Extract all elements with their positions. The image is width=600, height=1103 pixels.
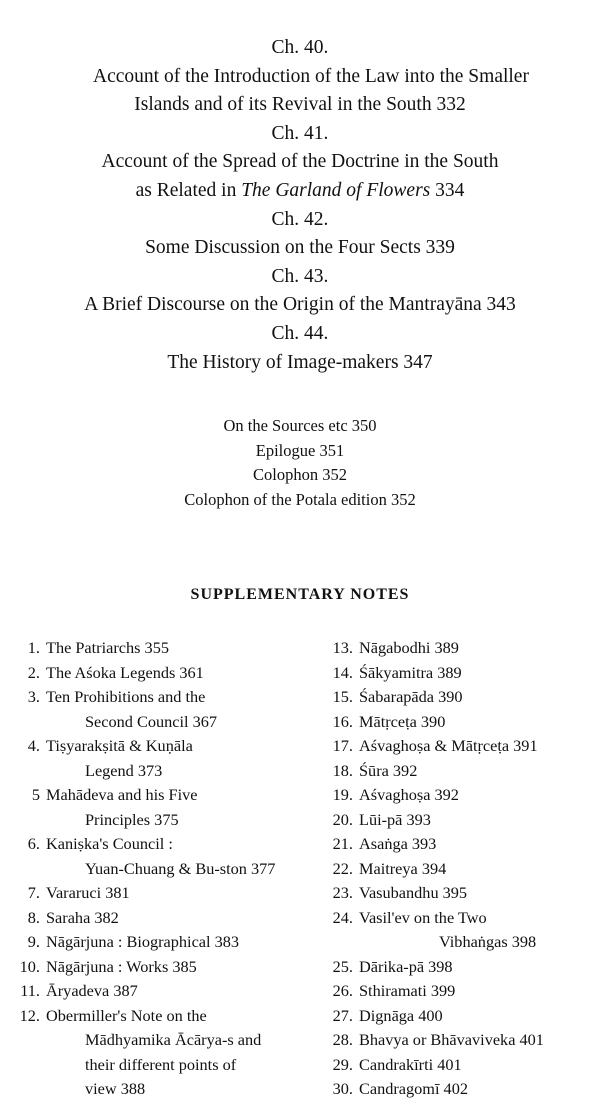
note-number: 13. [332,638,353,657]
note-text [359,1028,600,1053]
note-title: Lūi-pā 393 [359,809,431,829]
note-entry [317,734,600,759]
note-number: 6. [27,834,40,853]
note-continuation: Mādhyamika Ācārya-s and [85,1030,262,1049]
note-entry [13,783,311,832]
note-title: Vararuci 381 [46,883,130,902]
note-number: 24. [332,907,353,927]
note-title: Candragomī 402 [359,1079,468,1098]
note-title: Saraha 382 [46,907,119,927]
supplementary-notes-title: SUPPLEMENTARY NOTES [190,586,410,603]
note-number: 18. [332,760,353,780]
note-title: Mātṛceṭa 390 [359,711,446,731]
note-title: Dignāga 400 [359,1005,443,1025]
note-entry [317,710,600,735]
note-text [359,808,600,833]
chapter-heading: Ch. 40. [271,37,329,58]
note-number: 30. [332,1079,353,1098]
chapter-heading: Ch. 42. [271,208,329,230]
note-text [359,685,600,710]
note-text [359,1053,600,1078]
note-entry [317,1004,600,1029]
chapter-title-line [0,177,600,206]
notes-column-right [317,636,600,1102]
note-text [359,783,600,808]
note-title: Śākyamitra 389 [359,662,462,682]
note-title: Sthiramati 399 [359,981,456,1000]
note-text [46,832,311,881]
note-text [359,979,600,1004]
note-entry [13,955,311,980]
title-text: as Related in [135,179,242,201]
note-text [359,759,600,784]
note-text [359,1077,600,1102]
chapter-title-line: Islands and of its Revival in the South 332 [134,94,466,116]
note-title: Asaṅga 393 [359,834,437,853]
page-number: 334 [430,179,465,201]
note-entry [13,661,311,686]
note-title: The Aśoka Legends 361 [46,662,204,682]
note-continuation: Vibhaṅgas 398 [439,932,537,951]
note-title: Ten Prohibitions and the [46,687,206,706]
note-entry [13,636,311,661]
note-title: Vasubandhu 395 [359,883,468,902]
closing-entries [0,414,600,512]
note-text [46,930,311,955]
note-number: 10. [19,956,40,976]
note-entry [13,930,311,955]
note-entry [317,636,600,661]
chapter-title-line: The History of Image-makers 347 [167,351,433,373]
note-entry [317,661,600,686]
note-title: Obermiller's Note on the [46,1005,207,1025]
note-number: 2. [27,662,40,682]
note-continuation: view 388 [85,1079,146,1098]
note-text [359,906,600,955]
note-title: Mahādeva and his Five [46,785,198,804]
note-number: 1. [27,638,40,657]
note-title: Bhavya or Bhāvaviveka 401 [359,1030,544,1049]
note-entry [13,734,311,783]
note-entry [317,906,600,955]
note-number: 29. [332,1054,353,1074]
note-number: 16. [332,711,353,731]
note-entry [13,832,311,881]
note-text [46,881,311,906]
note-text [359,710,600,735]
note-number: 20. [332,809,353,829]
note-title: Śūra 392 [359,760,418,780]
note-title: Nāgabodhi 389 [359,638,459,657]
chapter-heading: Ch. 44. [271,322,329,344]
note-text [359,661,600,686]
note-entry [13,1004,311,1102]
note-text [359,832,600,857]
book-title: The Garland of Flowers [241,179,431,201]
note-number: 19. [332,785,353,804]
note-number: 25. [332,956,353,976]
note-text [46,685,311,734]
note-text [46,661,311,686]
note-entry [13,881,311,906]
note-title: Kaniṣka's Council : [46,834,173,853]
note-text [46,1004,311,1102]
note-number: 22. [332,858,353,878]
note-number: 5 [31,785,40,804]
closing-entry: Epilogue 351 [255,440,345,460]
note-number: 17. [332,736,353,755]
note-entry [317,979,600,1004]
chapter-heading: Ch. 41. [271,122,329,144]
note-entry [13,979,311,1004]
chapter-heading: Ch. 43. [271,265,329,287]
note-title: Vasil'ev on the Two [359,907,487,927]
note-entry [317,1028,600,1053]
note-continuation: Yuan-Chuang & Bu-ston 377 [85,858,276,878]
note-number: 12. [19,1005,40,1025]
note-number: 21. [332,834,353,853]
closing-entry: Colophon 352 [253,465,347,484]
closing-entry: On the Sources etc 350 [223,416,377,435]
note-title: Tiṣyarakṣitā & Kuṇāla [46,736,193,755]
note-number: 11. [20,981,40,1000]
note-text [46,734,311,783]
notes-column-left [13,636,311,1102]
note-number: 23. [332,883,353,902]
note-entry [317,1077,600,1102]
note-entry [317,685,600,710]
note-text [46,636,311,661]
note-text [359,1004,600,1029]
note-text [46,979,311,1004]
note-title: Aśvaghoṣa 392 [359,785,459,804]
chapter-list [0,34,600,377]
note-text [46,955,311,980]
note-text [359,857,600,882]
note-text [359,734,600,759]
note-continuation: Principles 375 [85,809,179,829]
note-title: Maitreya 394 [359,858,447,878]
note-entry [317,881,600,906]
note-entry [317,808,600,833]
note-text [46,783,311,832]
note-number: 26. [332,981,353,1000]
note-title: Āryadeva 387 [46,981,138,1000]
note-number: 14. [332,662,353,682]
chapter-title-line: Account of the Introduction of the Law into the Smaller [93,65,529,87]
note-title: The Patriarchs 355 [46,638,169,657]
note-continuation: Second Council 367 [85,711,218,731]
chapter-title-line: Some Discussion on the Four Sects 339 [145,237,455,259]
note-text [359,955,600,980]
chapter-title-line: Account of the Spread of the Doctrine in the South [101,151,499,173]
note-title: Candrakīrti 401 [359,1054,462,1074]
note-entry [317,783,600,808]
note-number: 28. [332,1030,353,1049]
note-entry [13,906,311,931]
note-entry [317,832,600,857]
note-title: Nāgārjuna : Biographical 383 [46,932,240,951]
closing-entry: Colophon of the Potala edition 352 [184,489,416,509]
note-text [359,881,600,906]
note-number: 27. [332,1005,353,1025]
note-entry [317,955,600,980]
chapter-title-line: A Brief Discourse on the Origin of the Mantrayāna 343 [84,294,516,316]
note-title: Dārika-pā 398 [359,956,453,976]
note-continuation: Legend 373 [85,760,163,780]
note-number: 8. [27,907,40,927]
note-entry [317,857,600,882]
note-entry [317,1053,600,1078]
note-number: 9. [27,932,40,951]
note-text [359,636,600,661]
note-title: Aśvaghoṣa & Mātṛceṭa 391 [359,736,538,755]
note-title: Śabarapāda 390 [359,687,463,706]
note-continuation: their different points of [85,1054,237,1074]
note-entry [13,685,311,734]
note-number: 15. [332,687,353,706]
note-number: 4. [27,736,40,755]
note-number: 3. [27,687,40,706]
note-number: 7. [27,883,40,902]
note-text [46,906,311,931]
note-title: Nāgārjuna : Works 385 [46,956,197,976]
note-entry [317,759,600,784]
